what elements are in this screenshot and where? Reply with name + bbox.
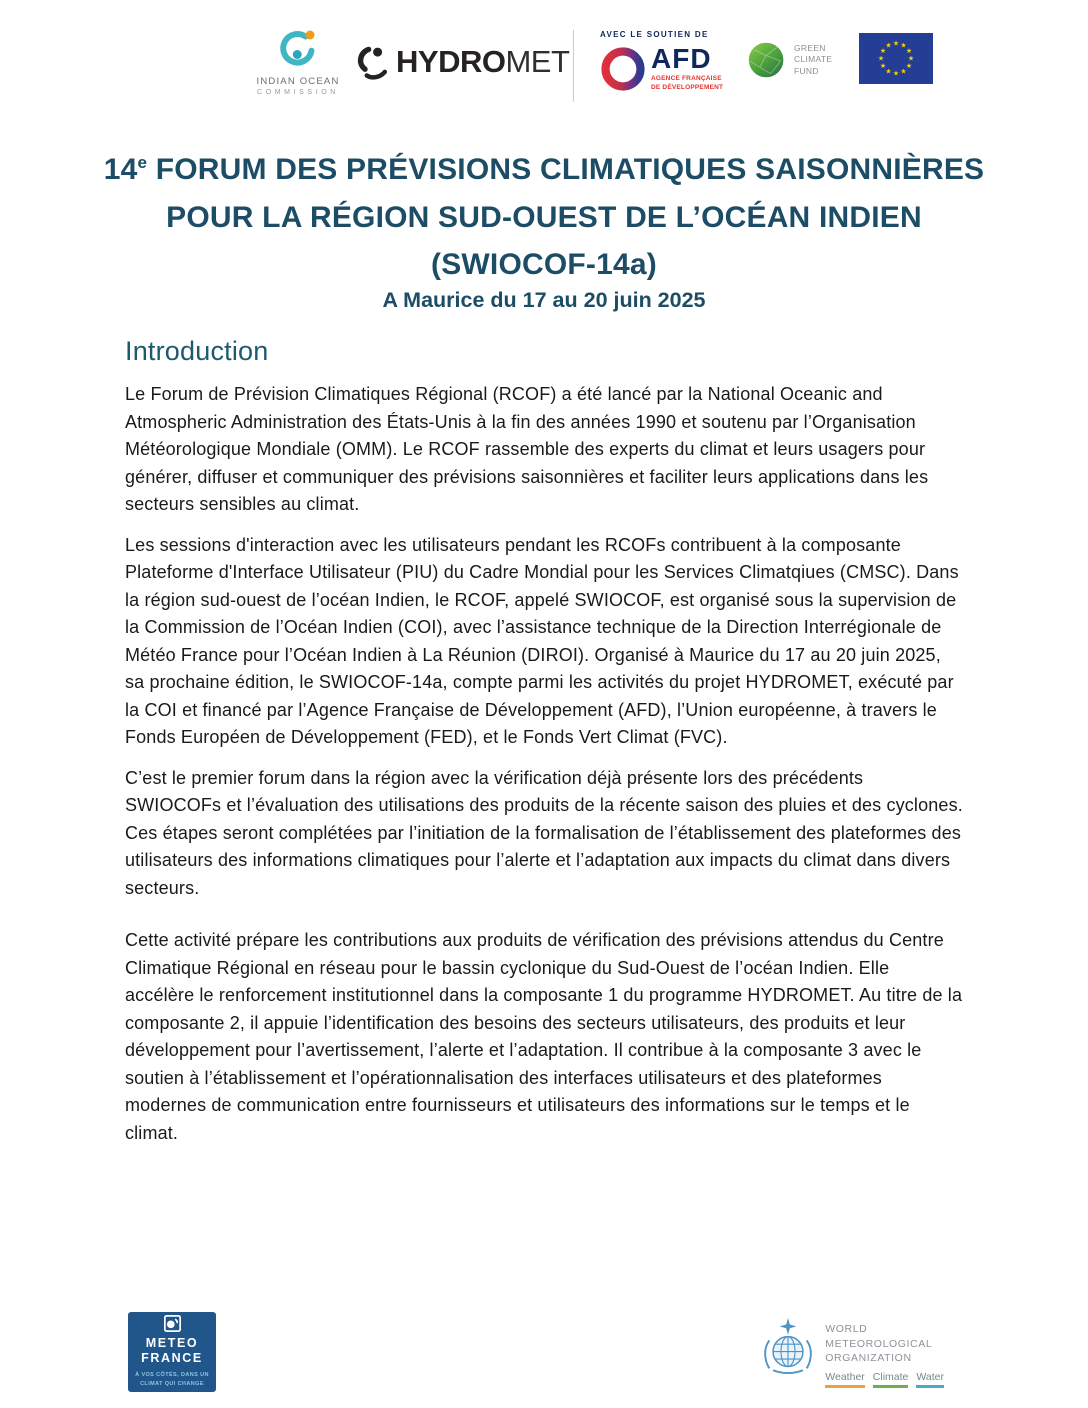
gcf-line2: CLIMATE bbox=[794, 54, 833, 65]
svg-text:★: ★ bbox=[885, 42, 892, 50]
meteo-france-icon bbox=[164, 1315, 181, 1332]
ioc-name-line1: INDIAN OCEAN bbox=[256, 76, 340, 87]
svg-text:★: ★ bbox=[900, 68, 907, 76]
intro-heading: Introduction bbox=[125, 336, 269, 366]
meteo-france-name-line2: FRANCE bbox=[141, 1351, 203, 1366]
svg-text:★: ★ bbox=[907, 55, 915, 63]
intro-paragraph-4: Cette activité prépare les contributions aux produits de vérification des prévisions attendus du Centre Climatique Régional en réseau pour le bassin cyclonique du Sud-Ouest de l’océan Indien. Elle accélère le renforcement institutionnel dans la composante 1 du programme HYDROMET. Au titre de la composante 2, il appuie l’identification des besoins des secteurs utilisateurs, des produits et leur développement pour l’avertissement, l’alerte et l’adaptation. Il contribue à la composante 3 avec le soutien à l’établissement et l’opérationnalisation des interfaces utilisateurs et des plateformes modernes de communication entre fournisseurs et utilisateurs des informations sur le temps et le climat. bbox=[125, 930, 963, 1143]
svg-text:★: ★ bbox=[905, 48, 913, 55]
afd-support-text: AVEC LE SOUTIEN DE bbox=[600, 30, 709, 39]
indian-ocean-commission-logo bbox=[256, 26, 340, 96]
afd-sub-line2: DE DÉVELOPPEMENT bbox=[651, 83, 724, 91]
wmo-org-line2: METEOROLOGICAL bbox=[825, 1337, 933, 1350]
svg-text:★: ★ bbox=[905, 63, 913, 70]
hydromet-icon bbox=[356, 44, 392, 80]
eu-flag-icon bbox=[859, 33, 933, 84]
wmo-org-line1: WORLD bbox=[825, 1323, 868, 1336]
intro-paragraph-3: C’est le premier forum dans la région avec la vérification déjà présente lors des précédents SWIOCOFs et l’évaluation des utilisations des produits de la récente saison des pluies et des cyclones. Ces étapes seront complétées par l’initiation de la formalisation de l’établissement des plateformes des utilisateurs des informations climatiques pour l’alerte et l’adaptation aux impacts du climat dans divers secteurs. bbox=[125, 767, 963, 898]
eu-flag-logo bbox=[859, 33, 933, 84]
wmo-org-line3: ORGANIZATION bbox=[825, 1351, 912, 1364]
green-climate-fund-logo bbox=[747, 39, 832, 81]
gcf-line1: GREEN bbox=[794, 43, 826, 54]
wmo-tag-water: Water bbox=[916, 1371, 944, 1388]
wmo-emblem-icon bbox=[760, 1315, 816, 1377]
afd-logo bbox=[600, 30, 723, 93]
svg-text:★: ★ bbox=[885, 68, 892, 76]
intro-paragraph-1: Le Forum de Prévision Climatiques Régional (RCOF) a été lancé par la National Oceanic and Atmospheric Administration des États-Unis à la fin des années 1990 et soutenu par l’Organisation Météorologique Mondiale (OMM). Le RCOF rassemble des experts du climat et leurs usagers pour générer, diffuser et communiquer des prévisions saisonnières et faciliter leurs applications dans les secteurs sensibles au climat. bbox=[125, 384, 929, 514]
hydromet-word-bold: HYDRO bbox=[396, 44, 506, 79]
svg-text:★: ★ bbox=[900, 42, 907, 50]
wmo-tag-weather: Weather bbox=[825, 1371, 865, 1388]
title-line1: 14e FORUM DES PRÉVISIONS CLIMATIQUES SAISONNIÈRES bbox=[103, 153, 985, 186]
meteo-france-logo bbox=[128, 1312, 216, 1392]
afd-sub-line1: AGENCE FRANÇAISE bbox=[651, 75, 722, 82]
hydromet-wordmark bbox=[396, 44, 569, 80]
page-title bbox=[55, 139, 1033, 289]
intro-paragraph-2: Les sessions d'interaction avec les utilisateurs pendant les RCOFs contribuent à la composante Plateforme d'Interface Utilisateur (PIU) du Cadre Mondial pour les Services Climatqiues (CMSC). Dans la région sud-ouest de l’océan Indien, le RCOF, appelé SWIOCOF, est organisé sous la supervision de la Commission de l’Océan Indien (COI), avec l’assistance technique de la Direction Interrégionale de Météo France pour l’Océan Indien à La Réunion (DIROI). Organisé à Maurice du 17 au 20 juin 2025, sa prochaine édition, le SWIOCOF-14a, compte parmi les activités du projet HYDROMET, exécuté par la COI et financé par l’Agence Française de Développement (AFD), l’Union européenne, à travers le Fonds Européen de Développement (FED), et le Fonds Vert Climat (FVC). bbox=[125, 534, 959, 747]
gcf-line3: FUND bbox=[794, 65, 819, 76]
header-divider bbox=[573, 30, 574, 102]
hydromet-logo bbox=[356, 44, 569, 80]
afd-acronym: AFD bbox=[651, 43, 712, 74]
meteo-france-name-line1: METEO bbox=[145, 1336, 199, 1351]
ioc-name-line2: COMMISSION bbox=[257, 89, 339, 96]
wmo-tag-climate: Climate bbox=[873, 1371, 909, 1388]
svg-text:★: ★ bbox=[879, 63, 887, 70]
meteo-france-tagline-line2: CLIMAT QUI CHANGE bbox=[140, 1380, 204, 1387]
ioc-swirl-icon bbox=[275, 26, 321, 74]
meteo-france-tagline-line1: À VOS CÔTÉS, DANS UN bbox=[135, 1371, 209, 1378]
hydromet-word-light: MET bbox=[505, 44, 570, 79]
svg-text:★: ★ bbox=[892, 40, 900, 48]
svg-text:★: ★ bbox=[879, 48, 887, 55]
gcf-globe-icon bbox=[747, 39, 787, 81]
svg-text:★: ★ bbox=[877, 55, 885, 63]
title-line3: (SWIOCOF-14a) bbox=[431, 248, 657, 281]
intro-body bbox=[125, 381, 963, 1160]
afd-ring-icon bbox=[600, 46, 646, 92]
svg-text:★: ★ bbox=[892, 70, 900, 78]
wmo-logo bbox=[760, 1315, 952, 1388]
subtitle: A Maurice du 17 au 20 juin 2025 bbox=[382, 288, 706, 312]
title-line2: POUR LA RÉGION SUD-OUEST DE L’OCÉAN INDIEN bbox=[166, 200, 922, 234]
